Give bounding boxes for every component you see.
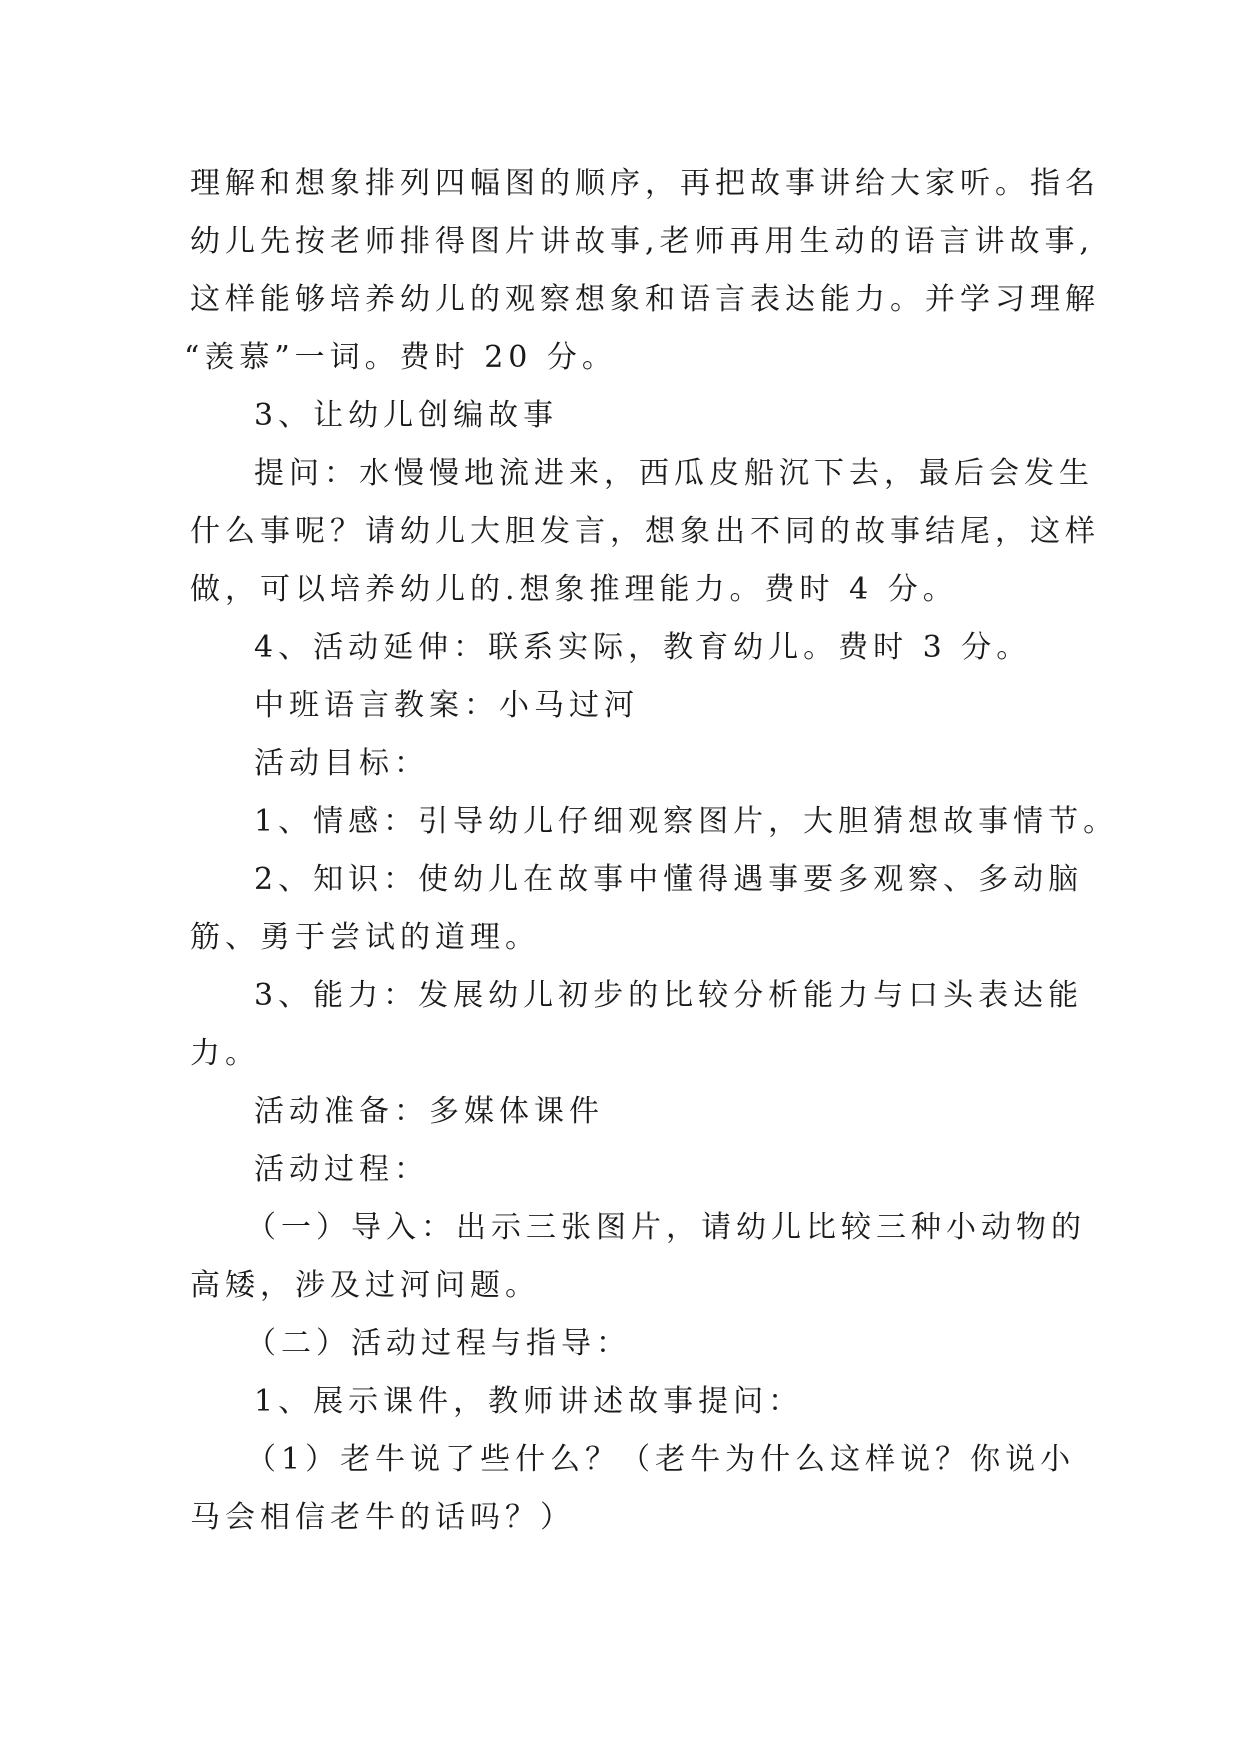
text-line: 这样能够培养幼儿的观察想象和语言表达能力。并学习理解 [190,282,1100,317]
text-line: 什么事呢？请幼儿大胆发言，想象出不同的故事结尾，这样 [190,514,1100,549]
text-line: 4、活动延伸：联系实际，教育幼儿。费时 3 分。 [254,630,1032,665]
text-line: 活动过程： [254,1152,429,1187]
text-line: 幼儿先按老师排得图片讲故事,老师再用生动的语言讲故事, [190,224,1095,259]
text-line: 马会相信老牛的话吗？） [190,1500,575,1535]
text-line: 1、情感：引导幼儿仔细观察图片，大胆猜想故事情节。 [254,804,1119,839]
text-line: 1、展示课件，教师讲述故事提问： [254,1384,804,1419]
text-line: 3、能力：发展幼儿初步的比较分析能力与口头表达能 [254,978,1084,1013]
text-line: 高矮，涉及过河问题。 [190,1268,540,1303]
text-line: “羡慕”一词。费时 20 分。 [184,340,617,375]
text-line: 活动目标： [254,746,429,781]
text-line: （一）导入：出示三张图片，请幼儿比较三种小动物的 [246,1210,1086,1245]
text-line: 活动准备：多媒体课件 [254,1094,604,1129]
text-line: 理解和想象排列四幅图的顺序，再把故事讲给大家听。指名 [190,166,1100,201]
text-line: 筋、勇于尝试的道理。 [190,920,540,955]
text-line: 2、知识：使幼儿在故事中懂得遇事要多观察、多动脑 [254,862,1084,897]
section-heading: 中班语言教案：小马过河 [254,688,639,723]
text-line: 3、让幼儿创编故事 [254,398,559,433]
text-line: （1）老牛说了些什么？（老牛为什么这样说？你说小 [246,1442,1076,1477]
text-line: 提问：水慢慢地流进来，西瓜皮船沉下去，最后会发生 [254,456,1094,491]
text-line: 做，可以培养幼儿的.想象推理能力。费时 4 分。 [190,572,958,607]
text-line: 力。 [190,1036,260,1071]
text-line: （二）活动过程与指导： [246,1326,631,1361]
